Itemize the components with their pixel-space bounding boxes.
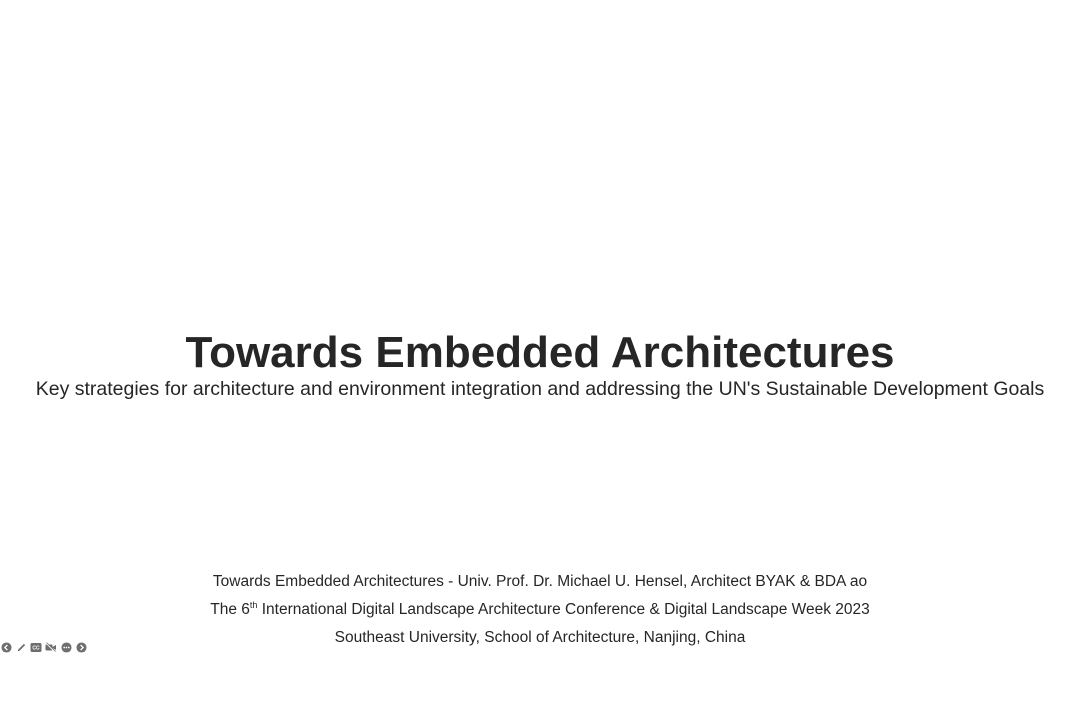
footer-conference-suffix: International Digital Landscape Architecture Conference & Digital Landscape Week 2023 <box>257 601 870 618</box>
svg-text:CC: CC <box>32 645 40 652</box>
presenter-toolbar <box>0 641 87 653</box>
captions-icon[interactable] <box>30 641 42 653</box>
previous-slide-icon[interactable] <box>0 641 12 653</box>
footer-conference-line <box>0 600 1080 620</box>
slide-subtitle: Key strategies for architecture and environment integration and addressing the UN's Sustainable Development Goals <box>35 378 1045 400</box>
footer-ordinal-suffix: th <box>249 600 258 610</box>
footer-venue-line: Southeast University, School of Architecture, Nanjing, China <box>334 629 746 646</box>
video-off-icon[interactable] <box>45 641 57 653</box>
slide-title: Towards Embedded Architectures <box>185 328 895 377</box>
more-options-icon[interactable] <box>60 641 72 653</box>
footer-author-line: Towards Embedded Architectures - Univ. Prof. Dr. Michael U. Hensel, Architect BYAK & BDA ao <box>212 573 868 590</box>
next-slide-icon[interactable] <box>75 641 87 653</box>
footer-conference-prefix: The 6 <box>210 601 250 618</box>
pen-icon[interactable] <box>15 641 27 653</box>
